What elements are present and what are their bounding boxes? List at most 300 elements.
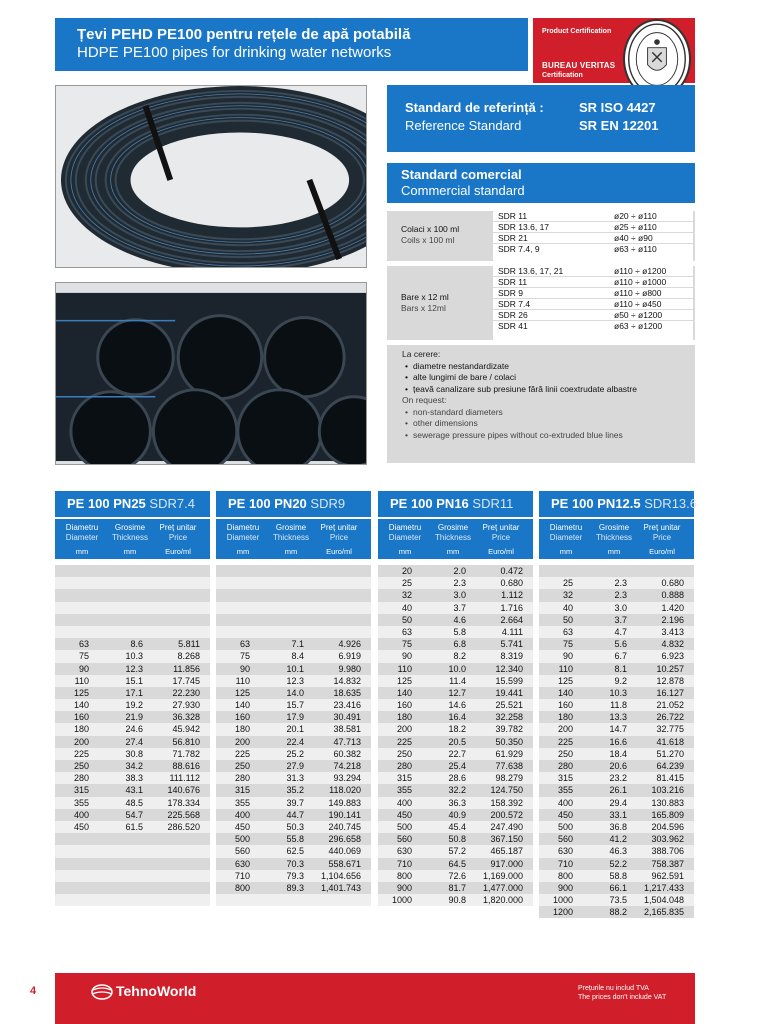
on-request-list-ro [402,361,695,396]
on-request-box [387,345,695,463]
diameter-cell: 140 [557,687,573,698]
table-row [216,650,371,662]
price-table-title [378,491,533,517]
price-cell: 0.888 [661,590,684,601]
column-diameter [219,523,267,542]
table-row [378,626,533,638]
range-cell: ø110 ÷ ø1200 [614,266,667,276]
diameter-cell: 315 [73,785,89,796]
diameter-cell: 75 [78,651,89,662]
table-row [539,809,694,821]
price-cell: 1,820.000 [482,895,523,906]
diameter-cell: 400 [396,797,412,808]
diameter-cell: 630 [396,846,412,857]
thickness-cell: 11.8 [610,700,627,711]
diameter-cell: 280 [396,761,412,771]
thickness-cell: 55.8 [286,834,304,845]
table-row [539,784,694,796]
table-row [216,723,371,735]
price-cell: 367.150 [490,834,523,845]
price-cell: 111.112 [169,773,200,784]
table-row [539,760,694,772]
column-price [477,523,525,542]
price-cell: 1,169.000 [482,870,523,881]
thickness-cell: 12.3 [286,675,304,686]
price-cell: 98.279 [495,773,523,784]
table-row [216,711,371,723]
thickness-cell: 12.3 [125,663,143,674]
diameter-cell: 355 [557,785,573,796]
list-item: • diametre nestandardizate [402,361,695,373]
price-cell: 5.811 [178,639,200,650]
range-cell: ø50 ÷ ø1200 [614,310,663,320]
thickness-cell: 8.6 [130,639,143,650]
thickness-cell: 6.8 [453,639,466,650]
table-row [539,906,694,918]
range-cell: ø63 ÷ ø110 [614,244,657,254]
thickness-cell: 8.1 [614,663,627,674]
price-table [216,491,371,906]
price-cell: 118.020 [329,785,361,796]
thickness-cell: 31.3 [286,773,304,784]
price-cell: 30.491 [333,712,361,723]
thickness-cell: 17.9 [286,712,304,723]
diameter-cell: 75 [239,651,250,662]
coils-row [493,222,693,233]
diameter-cell: 800 [396,870,412,881]
price-cell: 81.415 [656,773,684,784]
diameter-cell: 180 [234,724,250,735]
certification-bar [533,18,695,83]
price-cell: 4.111 [501,626,523,637]
thickness-cell: 29.4 [609,797,627,808]
table-row [539,882,694,894]
table-row [55,663,210,675]
thickness-cell: 32.2 [448,785,466,796]
sdr-cell: SDR 26 [498,310,528,320]
column-diameter-unit: mm [559,547,573,556]
thickness-cell: 17.1 [125,687,143,698]
table-row [216,638,371,650]
column-thickness [590,523,638,542]
price-cell: 27.930 [172,700,200,711]
diameter-cell: 90 [239,663,250,674]
table-row [55,870,210,882]
thickness-cell: 41.2 [609,834,627,845]
column-thickness-unit: mm [607,547,621,556]
diameter-cell: 280 [73,773,89,784]
diameter-cell: 560 [396,834,412,845]
price-cell: 14.832 [333,675,361,686]
column-thickness-ro: Grosime [598,523,630,532]
column-diameter [542,523,590,542]
table-row [216,772,371,784]
diameter-cell: 125 [557,675,573,686]
price-cell: 286.520 [167,821,200,832]
table-row [55,760,210,772]
price-cell: 130.883 [651,797,684,808]
diameter-cell: 500 [234,834,250,845]
thickness-cell: 22.4 [286,736,304,747]
column-thickness-ro: Grosime [114,523,146,532]
column-diameter-en: Diameter [226,532,260,542]
price-cell: 558.671 [328,858,361,869]
coils-row [493,233,693,244]
thickness-cell: 20.1 [286,724,304,735]
price-cell: 440.069 [328,846,361,857]
price-cell: 38.581 [333,724,361,735]
column-thickness-en: Thickness [434,532,471,542]
price-cell: 39.782 [495,724,523,735]
thickness-cell: 46.3 [609,846,627,857]
diameter-cell: 315 [234,785,250,796]
price-cell: 15.599 [495,675,523,686]
price-table-title [539,491,697,517]
range-cell: ø40 ÷ ø90 [614,233,653,243]
column-price-ro: Preț unitar [320,523,358,532]
thickness-cell: 3.0 [614,602,627,613]
diameter-cell: 140 [234,700,250,711]
table-row [539,577,694,589]
price-cell: 149.883 [328,797,361,808]
column-thickness-en: Thickness [111,532,148,542]
price-cell: 19.441 [495,687,523,698]
diameter-cell: 90 [78,663,89,674]
diameter-cell: 450 [396,809,412,820]
sdr-cell: SDR 13.6, 17 [498,222,550,232]
thickness-cell: 2.0 [453,566,466,576]
cert-label: Product Certification [542,28,612,35]
thickness-cell: 2.3 [614,590,627,601]
reference-standard-label-en: Reference Standard [405,118,522,133]
sdr-cell: SDR 11 [498,211,528,221]
vat-note-ro: Prețurile nu includ TVA [578,985,649,992]
thickness-cell: 11.4 [449,675,466,686]
price-table-pn: PE 100 PN25 [67,496,146,511]
price-cell: 465.187 [490,846,523,857]
diameter-cell: 110 [74,675,89,686]
cert-brand: BUREAU VERITAS [542,61,616,70]
bars-group [387,266,695,340]
table-row [539,687,694,699]
thickness-cell: 12.7 [448,687,466,698]
table-row [216,687,371,699]
diameter-cell: 125 [396,675,412,686]
price-cell: 1,504.048 [643,895,684,906]
column-thickness [429,523,477,542]
coils-row [493,244,693,255]
table-row [55,602,210,614]
on-request-heading-en: On request: [402,395,447,405]
thickness-cell: 10.1 [286,663,304,674]
price-cell: 71.782 [172,748,200,759]
thickness-cell: 72.6 [448,870,466,881]
thickness-cell: 30.8 [125,748,143,759]
thickness-cell: 3.7 [453,602,466,613]
table-row [55,723,210,735]
diameter-cell: 140 [73,700,89,711]
reference-standard-value-1: SR ISO 4427 [579,100,656,115]
price-cell: 32.775 [656,724,684,735]
thickness-cell: 20.5 [448,736,466,747]
table-row [216,870,371,882]
diameter-cell: 50 [401,614,412,625]
thickness-cell: 10.0 [448,663,466,674]
table-row [216,882,371,894]
diameter-cell: 355 [234,797,250,808]
column-price [638,523,686,542]
reference-standard-value-2: SR EN 12201 [579,118,659,133]
diameter-cell: 160 [73,712,89,723]
bars-row [493,277,693,288]
column-price-en: Price [168,532,188,542]
bars-label-en: Bars x 12ml [401,303,446,313]
diameter-cell: 200 [234,736,250,747]
price-cell: 0.680 [500,578,523,589]
thickness-cell: 34.2 [125,761,143,771]
table-row [216,736,371,748]
table-row [55,748,210,760]
diameter-cell: 355 [396,785,412,796]
diameter-cell: 63 [78,639,89,650]
sdr-cell: SDR 7.4 [498,299,531,309]
column-thickness-unit: mm [123,547,137,556]
column-diameter-ro: Diametru [549,523,583,532]
price-cell: 22.230 [172,687,200,698]
diameter-cell: 450 [73,821,89,832]
table-row [378,711,533,723]
price-table-title [216,491,371,517]
thickness-cell: 81.7 [448,882,466,893]
table-row [539,797,694,809]
diameter-cell: 200 [557,724,573,735]
bars-row [493,299,693,310]
thickness-cell: 19.2 [125,700,143,711]
tehnoworld-logo [91,983,196,1000]
diameter-cell: 40 [562,602,573,613]
price-cell: 1,401.743 [320,882,361,893]
price-cell: 88.616 [172,761,200,771]
column-price-en: Price [491,532,511,542]
column-thickness [106,523,154,542]
table-row [216,589,371,601]
thickness-cell: 13.3 [609,712,627,723]
thickness-cell: 88.2 [609,907,627,918]
diameter-cell: 50 [562,614,573,625]
table-row [378,675,533,687]
table-row [539,626,694,638]
column-diameter [58,523,106,542]
table-row [216,809,371,821]
header-title-bar [55,18,528,71]
list-item: • sewerage pressure pipes without co-extruded blue lines [402,430,695,442]
reference-standard-label-ro: Standard de referință : [405,100,544,115]
price-cell: 50.350 [495,736,523,747]
price-cell: 2.196 [661,614,684,625]
price-cell: 303.962 [651,834,684,845]
thickness-cell: 50.8 [448,834,466,845]
price-table-sdr: SDR7.4 [149,496,195,511]
table-row [378,736,533,748]
range-cell: ø63 ÷ ø1200 [614,321,663,331]
diameter-cell: 75 [401,639,412,650]
diameter-cell: 800 [234,882,250,893]
column-price-ro: Preț unitar [482,523,520,532]
table-row [216,699,371,711]
table-row [216,845,371,857]
column-price-ro: Preț unitar [643,523,681,532]
table-row [55,699,210,711]
table-row [539,589,694,601]
price-table [378,491,533,906]
diameter-cell: 630 [234,858,250,869]
price-cell: 74.218 [333,761,361,771]
table-row [378,565,533,577]
diameter-cell: 900 [557,882,573,893]
thickness-cell: 38.3 [125,773,143,784]
thickness-cell: 20.6 [609,761,627,771]
price-cell: 158.392 [490,797,523,808]
sdr-cell: SDR 13.6, 17, 21 [498,266,564,276]
price-cell: 56.810 [172,736,200,747]
price-table-rows [55,565,210,906]
table-row [378,760,533,772]
column-price [315,523,363,542]
table-row [378,882,533,894]
table-row [216,565,371,577]
diameter-cell: 450 [557,809,573,820]
diameter-cell: 40 [401,602,412,613]
on-request-list-en [402,407,695,442]
price-table [539,491,697,918]
table-row [216,748,371,760]
sdr-cell: SDR 7.4, 9 [498,244,540,254]
price-cell: 388.706 [651,846,684,857]
thickness-cell: 28.6 [448,773,466,784]
thickness-cell: 15.7 [286,700,304,711]
price-cell: 1.112 [501,590,523,601]
diameter-cell: 315 [396,773,412,784]
column-thickness-unit: mm [284,547,298,556]
table-row [378,797,533,809]
diameter-cell: 710 [396,858,412,869]
table-row [539,870,694,882]
thickness-cell: 24.6 [125,724,143,735]
thickness-cell: 35.2 [286,785,304,796]
table-row [539,894,694,906]
sdr-cell: SDR 9 [498,288,524,298]
price-cell: 962.591 [651,870,684,881]
diameter-cell: 110 [235,675,250,686]
table-row [55,858,210,870]
thickness-cell: 33.1 [609,809,627,820]
bars-row [493,266,693,277]
thickness-cell: 61.5 [125,821,143,832]
table-row [539,858,694,870]
price-table-sdr: SDR13.6 [644,496,697,511]
column-diameter-unit: mm [398,547,412,556]
thickness-cell: 43.1 [125,785,143,796]
bars-label [401,292,449,314]
table-row [378,845,533,857]
coils-row [493,211,693,222]
price-cell: 1,217.433 [643,882,684,893]
list-item: • non-standard diameters [402,407,695,419]
price-cell: 225.568 [167,809,200,820]
price-cell: 103.216 [651,785,684,796]
column-diameter-en: Diameter [549,532,583,542]
cert-sub: Certification [542,72,583,79]
price-cell: 1,477.000 [482,882,523,893]
price-cell: 12.878 [656,675,684,686]
diameter-cell: 1000 [552,895,573,906]
column-price-unit: Euro/ml [649,547,675,556]
thickness-cell: 18.4 [609,748,627,759]
thickness-cell: 44.7 [286,809,304,820]
table-row [55,577,210,589]
pipe-bars-photo [55,282,367,465]
table-row [55,845,210,857]
price-cell: 25.521 [495,700,523,711]
diameter-cell: 450 [234,821,250,832]
price-table-sdr: SDR11 [472,496,514,511]
column-price-en: Price [652,532,672,542]
table-row [55,784,210,796]
price-table-rows [378,565,533,906]
diameter-cell: 180 [396,712,412,723]
tehnoworld-logo-icon [91,984,113,1000]
price-cell: 17.745 [172,675,200,686]
diameter-cell: 560 [234,846,250,857]
diameter-cell: 63 [239,639,250,650]
table-row [378,602,533,614]
thickness-cell: 7.1 [291,639,304,650]
price-cell: 12.340 [495,663,523,674]
table-row [216,894,371,906]
table-row [378,687,533,699]
table-row [216,602,371,614]
column-price-unit: Euro/ml [488,547,514,556]
thickness-cell: 22.7 [448,748,466,759]
column-thickness-en: Thickness [595,532,632,542]
sdr-cell: SDR 11 [498,277,528,287]
price-cell: 36.328 [172,712,200,723]
price-table-column-header [55,519,210,559]
diameter-cell: 1200 [552,907,573,918]
thickness-cell: 14.0 [286,687,304,698]
table-row [55,882,210,894]
price-cell: 190.141 [328,809,361,820]
thickness-cell: 14.6 [448,700,466,711]
price-table-title [55,491,210,517]
column-diameter [381,523,429,542]
price-cell: 10.257 [656,663,684,674]
diameter-cell: 225 [234,748,250,759]
bars-label-ro: Bare x 12 ml [401,292,449,302]
thickness-cell: 4.6 [453,614,466,625]
thickness-cell: 8.4 [291,651,304,662]
table-row [378,589,533,601]
diameter-cell: 400 [73,809,89,820]
price-cell: 0.472 [500,566,523,576]
list-item: • other dimensions [402,418,695,430]
diameter-cell: 250 [234,761,250,771]
table-row [55,894,210,906]
table-row [216,675,371,687]
price-cell: 8.268 [177,651,200,662]
diameter-cell: 75 [562,639,573,650]
column-diameter-en: Diameter [388,532,422,542]
